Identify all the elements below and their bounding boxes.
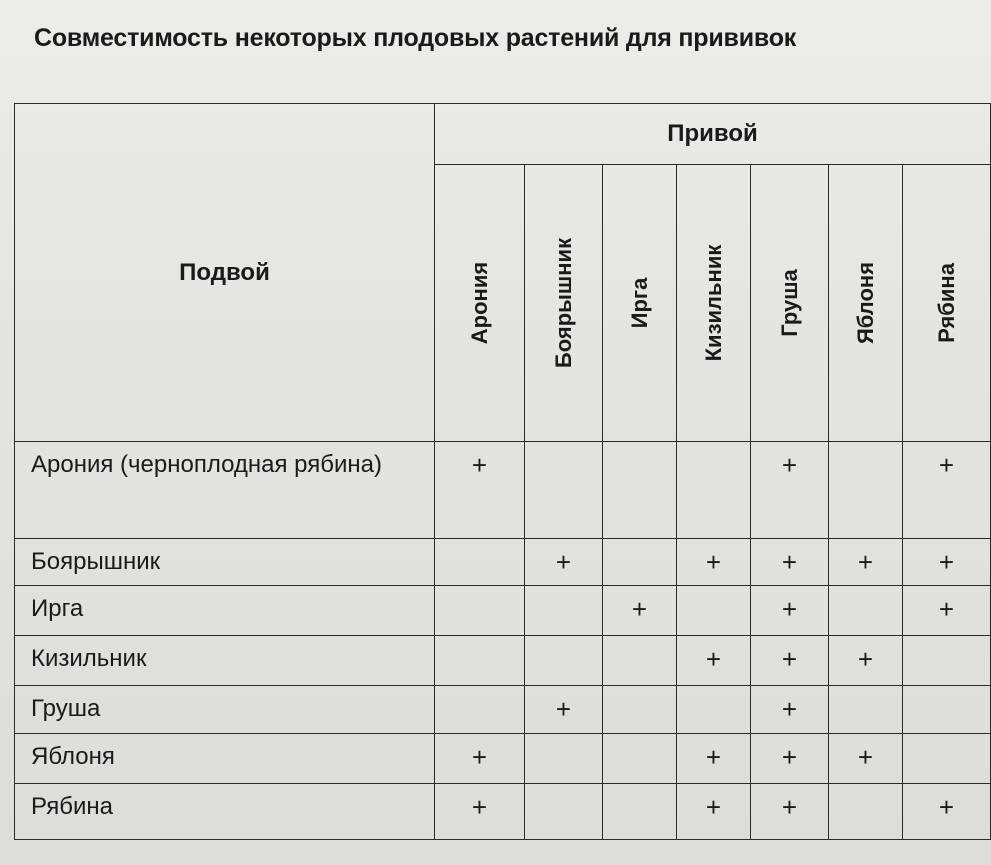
compat-mark [829, 686, 903, 734]
compat-mark [435, 636, 525, 686]
compat-mark [677, 686, 751, 734]
compat-mark: + [435, 442, 525, 539]
compat-mark [525, 784, 603, 840]
compat-mark [903, 636, 991, 686]
table-title: Совместимость некоторых плодовых растений для прививок [34, 24, 797, 52]
column-header-label: Рябина [933, 263, 959, 343]
compat-mark: + [829, 636, 903, 686]
compat-mark: + [829, 734, 903, 784]
column-header-label: Ирга [626, 277, 652, 329]
column-header [525, 165, 603, 442]
column-header-label: Кизильник [700, 244, 726, 362]
compat-mark: + [677, 784, 751, 840]
compat-mark: + [751, 442, 829, 539]
table-row [15, 784, 991, 840]
column-header-label: Груша [776, 269, 802, 337]
compat-mark [603, 784, 677, 840]
compat-mark: + [435, 784, 525, 840]
compat-mark: + [751, 784, 829, 840]
compat-mark [435, 686, 525, 734]
compat-mark: + [435, 734, 525, 784]
row-label: Ирга [15, 586, 435, 636]
table-row [15, 686, 991, 734]
compat-mark [603, 636, 677, 686]
column-header-label: Яблоня [852, 261, 878, 345]
compat-mark: + [751, 636, 829, 686]
compat-mark: + [603, 586, 677, 636]
compat-mark [677, 442, 751, 539]
compat-mark [525, 586, 603, 636]
table-row [15, 636, 991, 686]
row-label: Кизильник [15, 636, 435, 686]
compat-mark [829, 442, 903, 539]
compat-mark [829, 784, 903, 840]
scion-header: Привой [435, 104, 991, 165]
compat-mark: + [829, 539, 903, 586]
compat-mark: + [677, 539, 751, 586]
table-row [15, 734, 991, 784]
compat-mark [435, 586, 525, 636]
compat-mark [903, 734, 991, 784]
column-header [677, 165, 751, 442]
compat-mark: + [751, 734, 829, 784]
row-label: Боярышник [15, 539, 435, 586]
compat-mark: + [677, 734, 751, 784]
compat-mark [525, 636, 603, 686]
compat-mark [903, 686, 991, 734]
column-header [829, 165, 903, 442]
compat-mark: + [525, 539, 603, 586]
compat-mark [677, 586, 751, 636]
compat-mark: + [903, 539, 991, 586]
compat-mark [603, 539, 677, 586]
row-label: Арония (черноплодная рябина) [15, 442, 435, 539]
compat-mark: + [751, 686, 829, 734]
column-header [435, 165, 525, 442]
compat-mark [525, 734, 603, 784]
row-label: Рябина [15, 784, 435, 840]
table-row [15, 539, 991, 586]
compat-mark [525, 442, 603, 539]
compat-mark [603, 734, 677, 784]
compat-mark: + [751, 586, 829, 636]
compat-mark: + [677, 636, 751, 686]
table-row [15, 586, 991, 636]
column-header [603, 165, 677, 442]
compat-mark: + [903, 784, 991, 840]
compat-mark [603, 686, 677, 734]
column-header-label: Боярышник [550, 237, 576, 369]
row-label: Яблоня [15, 734, 435, 784]
column-header [903, 165, 991, 442]
compatibility-table [14, 103, 991, 840]
compat-mark: + [903, 442, 991, 539]
compat-mark: + [525, 686, 603, 734]
compat-mark [829, 586, 903, 636]
row-label: Груша [15, 686, 435, 734]
compat-mark: + [903, 586, 991, 636]
compat-mark [603, 442, 677, 539]
rootstock-header: Подвой [15, 104, 435, 442]
compat-mark: + [751, 539, 829, 586]
column-header [751, 165, 829, 442]
compat-mark [435, 539, 525, 586]
column-header-label: Арония [466, 261, 492, 345]
table-row [15, 442, 991, 539]
